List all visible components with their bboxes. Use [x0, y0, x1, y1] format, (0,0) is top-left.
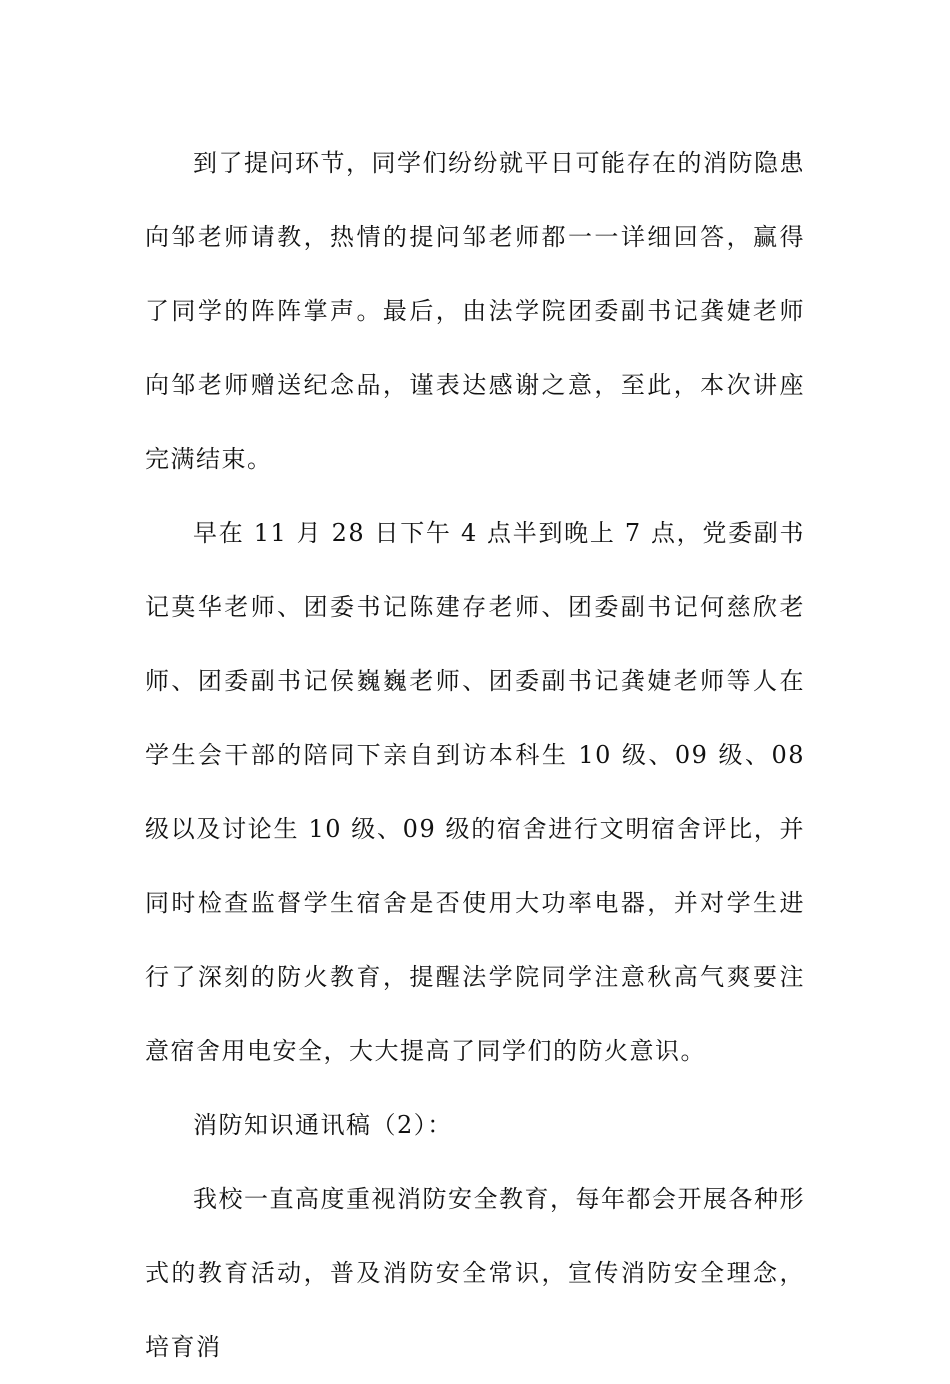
document-body [145, 126, 805, 1384]
paragraph-qa-session: 到了提问环节，同学们纷纷就平日可能存在的消防隐患向邹老师请教，热情的提问邹老师都一一详细回答，赢得了同学的阵阵掌声。最后，由法学院团委副书记龚婕老师向邹老师赠送纪念品，谨表达感谢之意，至此，本次讲座完满结束。 [145, 149, 805, 473]
paragraph-school-education: 我校一直高度重视消防安全教育，每年都会开展各种形式的教育活动，普及消防安全常识，宣传消防安全理念，培育消 [145, 1185, 805, 1361]
paragraph-dorm-inspection: 早在 11 月 28 日下午 4 点半到晚上 7 点，党委副书记莫华老师、团委书记陈建存老师、团委副书记何慈欣老师、团委副书记侯巍巍老师、团委副书记龚婕老师等人在学生会干部的陪同下亲自到访本科生 10 级、09 级、08 级以及讨论生 10 级、09 级的宿舍进行文明宿舍评比，并同时检查监督学生宿舍是否使用大功率电器，并对学生进行了深刻的防火教育，提醒法学院同学注意秋高气爽要注意宿舍用电安全，大大提高了同学们的防火意识。 [145, 519, 805, 1065]
section-heading: 消防知识通讯稿（2）： [193, 1111, 453, 1139]
